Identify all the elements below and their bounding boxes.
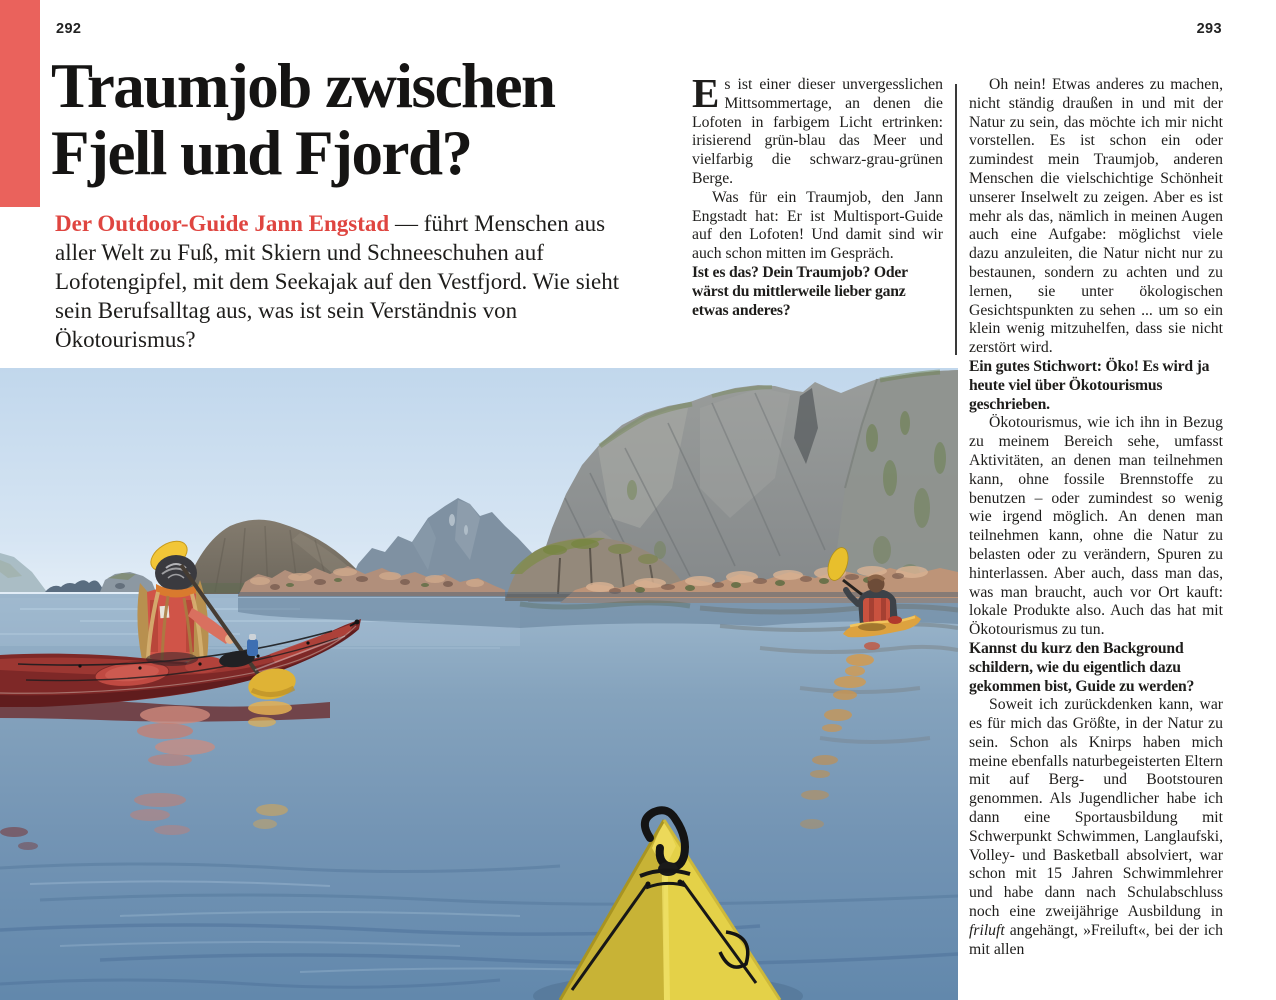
intro-paragraph-1-text: s ist einer dieser unvergesslichen Mittsommertage, an denen die Lofoten in farbigem Licht ertrinken: irisierend grün-blau das Meer und vielfarbig die schwarz-grau-grünen Berge. xyxy=(692,76,943,187)
interview-answer-2: Ökotourismus, wie ich ihn in Bezug zu meinem Bereich sehe, umfasst Aktivitäten, an denen man teilnehmen kann, ohne fossile Brennstoffe zu benutzen – oder zumindest so wenig wie irgend möglich. An denen man teilnehmen kann, ohne die Natur zu belasten oder zu verändern, Spuren zu hinterlassen. Aber auch, dass man das, was man braucht, auch vor Ort kauft: lokale Produkte also. Auch das hat mit Ökotourismus zu tun. xyxy=(969,414,1223,639)
column-divider xyxy=(955,84,957,355)
interview-question-2: Ein gutes Stichwort: Öko! Es wird ja heute viel über Ökotourismus geschrieben. xyxy=(969,357,1210,413)
column-intro xyxy=(692,70,943,320)
interview-answer-1: Oh nein! Etwas anderes zu machen, nicht ständig draußen in und mit der Natur zu sein, das möchte ich mir nicht vorstellen. Es ist schon ein oder zumindest mein Traumjob, anderen Menschen die vielschichtige Schönheit unserer Inselwelt zu zeigen. Aber es ist mehr als das, nämlich in meinen Augen auch eine Aufgabe: möglichst viele dazu anzuleiten, die Natur nicht nur zu bestaunen, sondern zu achten und zu lernen, sie unter ökologischen Gesichtspunkten zu sehen ... um so ein klein wenig mitzuhelfen, dass sie nicht zerstört wird. xyxy=(969,76,1223,357)
lead-text: — führt Menschen aus aller Welt zu Fuß, mit Skiern und Schneeschuhen auf Lofotengipfel, mit dem Seekajak auf den Vestfjord. Wie sieht sein Berufsalltag aus, was ist sein Verständnis von Ökotourismus? xyxy=(55,211,620,352)
fjord-kayaking-photo xyxy=(0,368,958,1000)
article-title-line2: Fjell und Fjord? xyxy=(51,118,472,188)
interview-question-3: Kannst du kurz den Background schildern, wie du eigentlich dazu gekommen bist, Guide zu werden? xyxy=(969,639,1195,695)
red-accent-bar xyxy=(0,0,40,207)
dropcap: E xyxy=(692,70,720,116)
interview-answer-3-a: Soweit ich zurückdenken kann, war es für mich das Größte, in der Natur zu sein. Schon als Knirps haben mich meine ebenfalls naturbegeisterten Eltern mit auf Berg- und Bootstouren genommen. Als Jugendlicher habe ich dann eine Sportausbildung mit Schwerpunkt Schwimmen, Langlaufski, Volley- und Basketball absolviert, war schon mit 15 Jahren Schwimmlehrer und habe dann nach Schulabschluss noch eine zweijährige Ausbildung in xyxy=(969,696,1223,921)
page-number-left: 292 xyxy=(56,21,82,37)
interview-answer-3-italic: friluft xyxy=(969,921,1005,939)
page-number-right: 293 xyxy=(1196,21,1222,37)
article-lead xyxy=(55,209,639,354)
interview-answer-3 xyxy=(969,696,1223,959)
article-title xyxy=(51,53,671,187)
intro-paragraph-2: Was für ein Traumjob, den Jann Engstadt hat: Er ist Multisport-Guide auf den Lofoten! Und damit sind wir auch schon mitten im Gespräch. xyxy=(692,188,943,263)
lead-person-name: Der Outdoor-Guide Jann Engstad xyxy=(55,211,390,236)
interview-answer-3-b: angehängt, »Freiluft«, bei der ich mit allen xyxy=(969,921,1223,958)
interview-question-1: Ist es das? Dein Traumjob? Oder wärst du mittlerweile lieber ganz etwas anderes? xyxy=(692,263,908,319)
intro-paragraph-1 xyxy=(692,70,943,189)
fjord-photo-illustration xyxy=(0,368,958,1000)
article-title-line1: Traumjob zwischen xyxy=(51,51,555,121)
column-interview xyxy=(969,76,1223,996)
